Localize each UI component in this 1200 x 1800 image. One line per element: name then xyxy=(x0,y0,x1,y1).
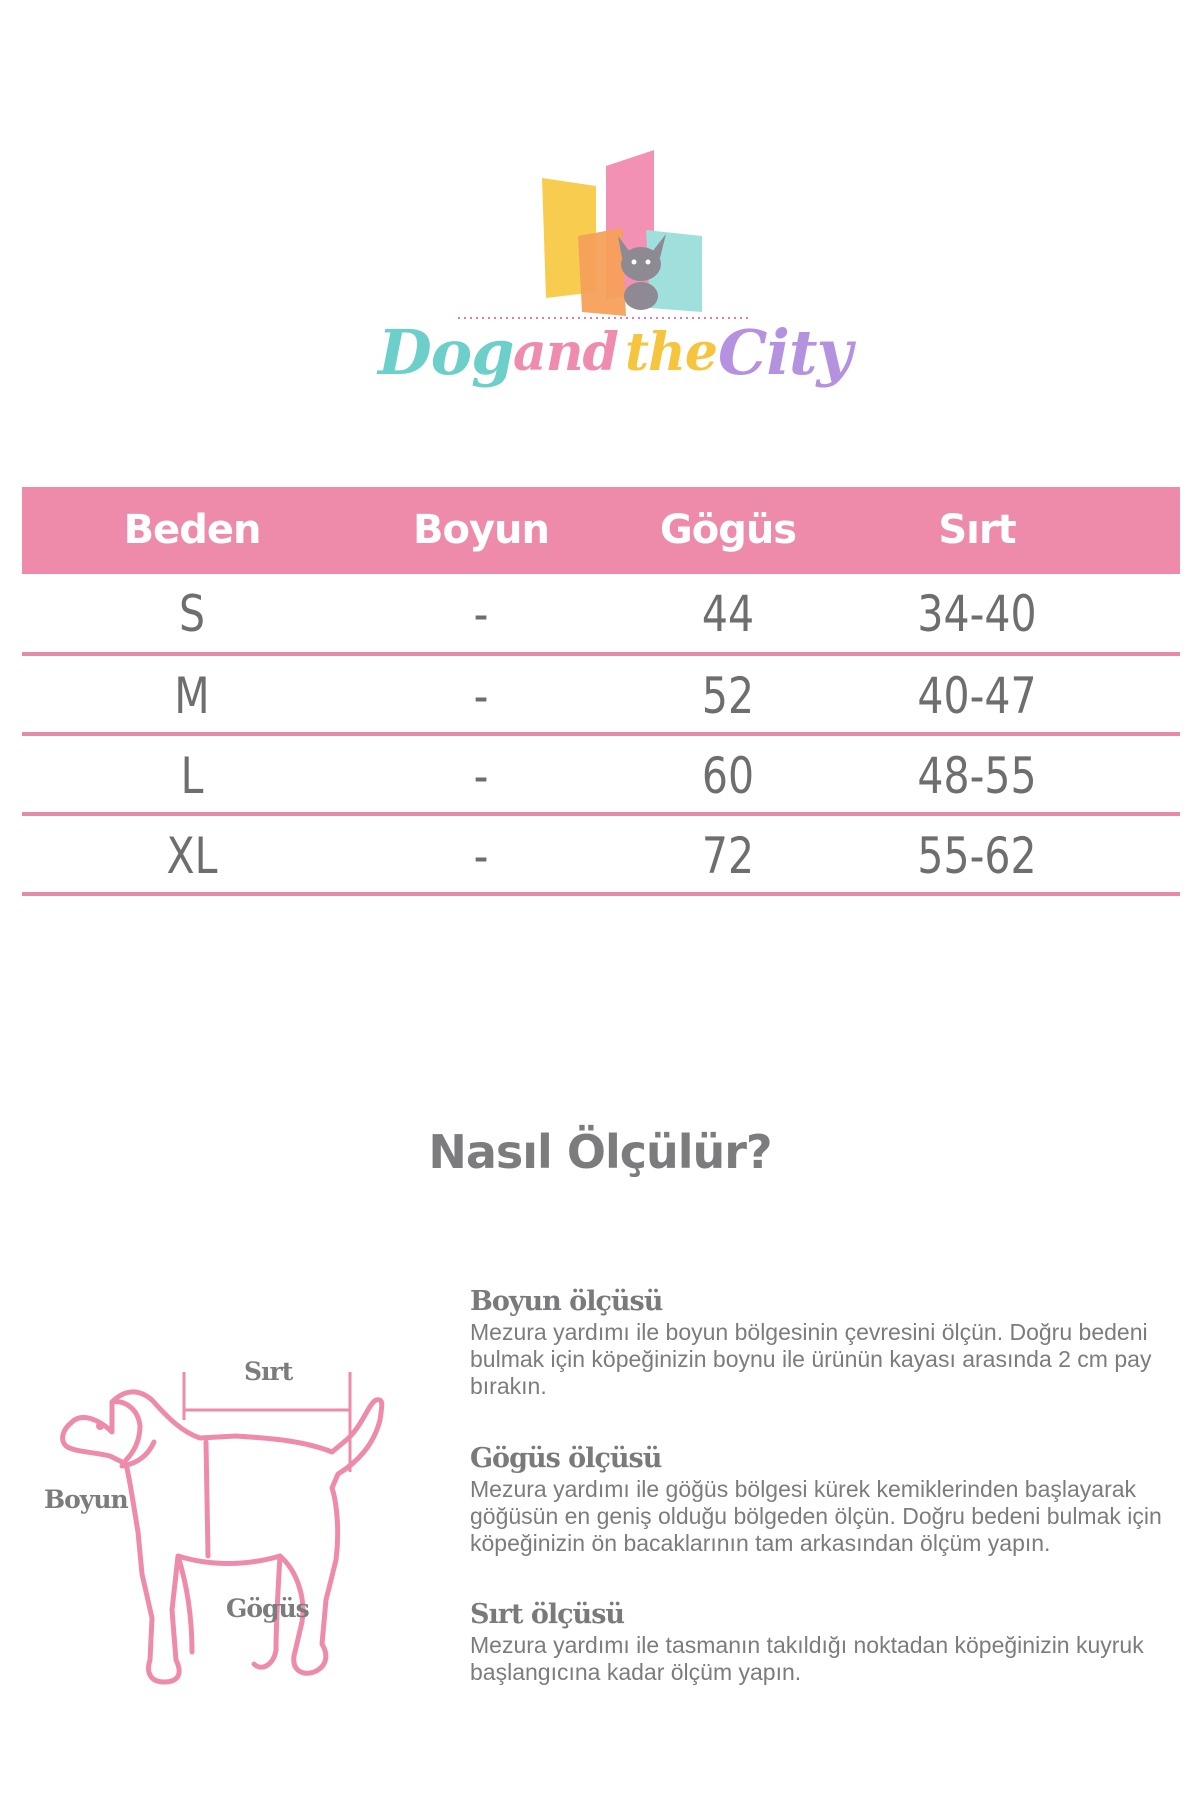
cell-neck: - xyxy=(473,827,489,885)
neck-measure-title: Boyun ölçüsü xyxy=(470,1286,663,1317)
cell-neck: - xyxy=(473,667,489,725)
brand-word-dog: Dog xyxy=(378,316,514,389)
header-chest: Gögüs xyxy=(659,507,797,553)
cell-back: 40-47 xyxy=(917,667,1037,725)
chest-measure-title: Gögüs ölçüsü xyxy=(470,1443,662,1474)
header-size: Beden xyxy=(123,507,261,553)
dog-measurement-diagram xyxy=(40,1360,440,1710)
cell-back: 48-55 xyxy=(917,747,1037,805)
back-measure-title: Sırt ölçüsü xyxy=(470,1599,625,1630)
brand-name xyxy=(378,308,852,398)
chest-measure-section xyxy=(470,1442,1170,1557)
brand-word-and: and xyxy=(513,322,618,383)
table-row xyxy=(22,574,1180,656)
diagram-label-neck: Boyun xyxy=(44,1485,128,1514)
cell-back: 55-62 xyxy=(917,827,1037,885)
cell-size: M xyxy=(174,667,210,725)
size-table-header xyxy=(22,487,1180,574)
neck-measure-section xyxy=(470,1285,1170,1400)
brand-word-the: the xyxy=(625,322,717,383)
back-measure-text: Mezura yardımı ile tasmanın takıldığı noktadan köpeğinizin kuyruk başlangıcına kadar ölçüm yapın. xyxy=(470,1632,1144,1685)
table-row xyxy=(22,656,1180,736)
cell-chest: 52 xyxy=(701,667,755,725)
table-row xyxy=(22,736,1180,816)
size-table xyxy=(22,487,1180,896)
cell-size: S xyxy=(178,585,206,643)
cell-chest: 44 xyxy=(701,585,755,643)
brand-word-city: City xyxy=(718,316,852,389)
dog-outline-icon xyxy=(40,1360,440,1710)
back-measure-section xyxy=(470,1598,1170,1686)
cell-chest: 72 xyxy=(701,827,755,885)
cell-neck: - xyxy=(473,585,489,643)
cell-chest: 60 xyxy=(701,747,755,805)
how-to-measure-title: Nasıl Ölçülür? xyxy=(428,1125,772,1179)
cell-size: L xyxy=(180,747,204,805)
diagram-label-chest: Gögüs xyxy=(226,1594,309,1623)
diagram-label-back: Sırt xyxy=(244,1357,293,1386)
header-back: Sırt xyxy=(938,507,1016,553)
cell-back: 34-40 xyxy=(917,585,1037,643)
neck-measure-text: Mezura yardımı ile boyun bölgesinin çevresini ölçün. Doğru bedeni bulmak için köpeğinizin boynu ile ürünün kayası arasında 2 cm pay bırakın. xyxy=(470,1319,1152,1399)
cell-size: XL xyxy=(166,827,218,885)
chest-measure-text: Mezura yardımı ile göğüs bölgesi kürek kemiklerinden başlayarak göğüsün en geniş olduğu bölgeden ölçün. Doğru bedeni bulmak için köpeğinizin ön bacaklarının tam arkasından ölçüm yapın. xyxy=(470,1476,1162,1556)
header-neck: Boyun xyxy=(413,507,549,553)
orange-building xyxy=(578,228,626,316)
cell-neck: - xyxy=(473,747,489,805)
table-row xyxy=(22,816,1180,896)
